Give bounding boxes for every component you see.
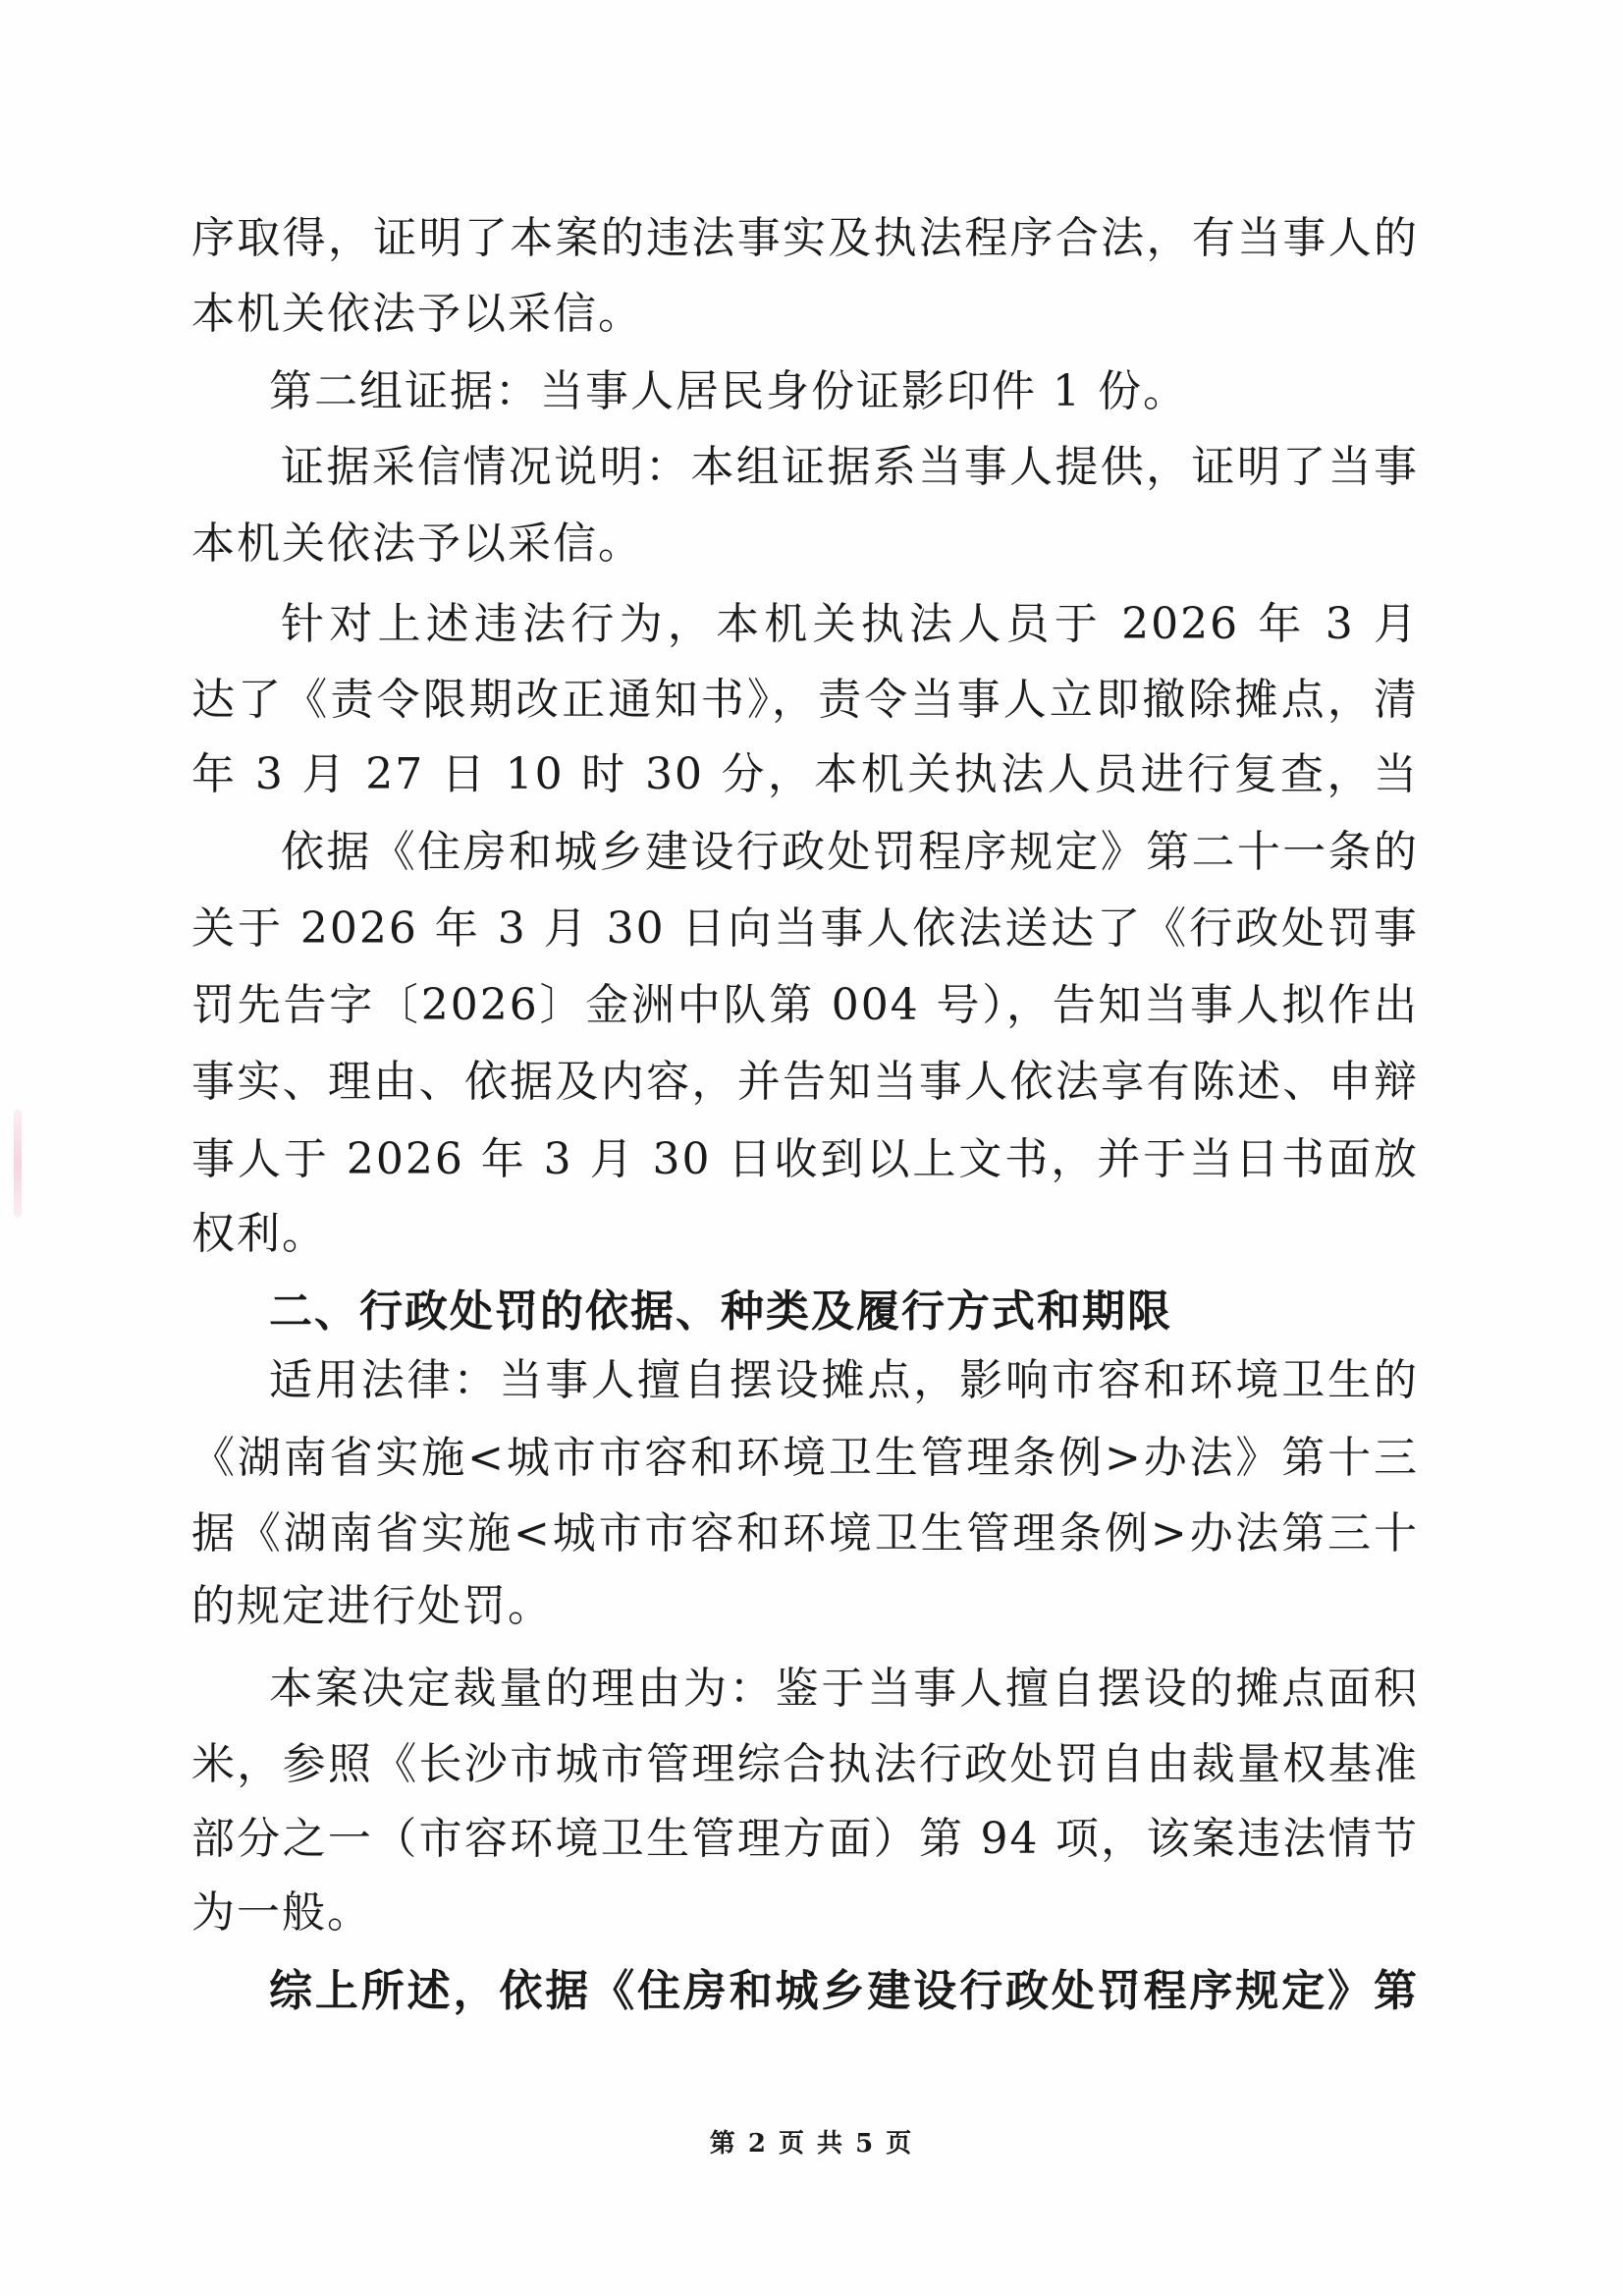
text-line: 的规定进行处罚。: [191, 1581, 553, 1631]
text-line: 《湖南省实施<城市市容和环境卫生管理条例>办法》第十三: [191, 1433, 1419, 1483]
text-line: 序取得，证明了本案的违法事实及执法程序合法，有当事人的: [191, 213, 1419, 263]
text-line: 达了《责令限期改正通知书》，责令当事人立即撤除摊点，清: [191, 675, 1419, 725]
text-line: 事人于 2026 年 3 月 30 日收到以上文书，并于当日书面放: [191, 1134, 1419, 1184]
text-line: 针对上述违法行为，本机关执法人员于 2026 年 3 月: [281, 599, 1419, 649]
text-line: 本案决定裁量的理由为：鉴于当事人擅自摆设的摊点面积: [269, 1664, 1419, 1714]
section-heading: 二、行政处罚的依据、种类及履行方式和期限: [269, 1286, 1172, 1337]
text-line: 依据《住房和城乡建设行政处罚程序规定》第二十一条的: [281, 827, 1419, 877]
text-line: 部分之一（市容环境卫生管理方面）第 94 项，该案违法情节: [191, 1814, 1419, 1864]
text-line: 据《湖南省实施<城市市容和环境卫生管理条例>办法第三十: [191, 1508, 1419, 1558]
text-line: 为一般。: [191, 1887, 372, 1938]
text-line: 罚先告字〔2026〕金洲中队第 004 号），告知当事人拟作出: [191, 980, 1419, 1030]
text-line: 证据采信情况说明：本组证据系当事人提供，证明了当事: [281, 442, 1419, 492]
text-line: 年 3 月 27 日 10 时 30 分，本机关执法人员进行复查，当: [191, 749, 1419, 799]
page-number: 第 2 页 共 5 页: [709, 2129, 914, 2159]
scan-mark: [14, 1110, 22, 1218]
text-line: 事实、理由、依据及内容，并告知当事人依法享有陈述、申辩: [191, 1057, 1419, 1107]
text-line: 第二组证据：当事人居民身份证影印件 1 份。: [269, 366, 1188, 416]
text-line: 权利。: [191, 1209, 327, 1259]
text-line: 米，参照《长沙市城市管理综合执法行政处罚自由裁量权基准: [191, 1739, 1419, 1789]
text-line: 综上所述，依据《住房和城乡建设行政处罚程序规定》第: [269, 1966, 1419, 2016]
text-line: 关于 2026 年 3 月 30 日向当事人依法送达了《行政处罚事: [191, 903, 1419, 954]
text-line: 适用法律：当事人擅自摆设摊点，影响市容和环境卫生的: [269, 1355, 1419, 1405]
text-line: 本机关依法予以采信。: [191, 289, 643, 339]
text-line: 本机关依法予以采信。: [191, 519, 643, 569]
